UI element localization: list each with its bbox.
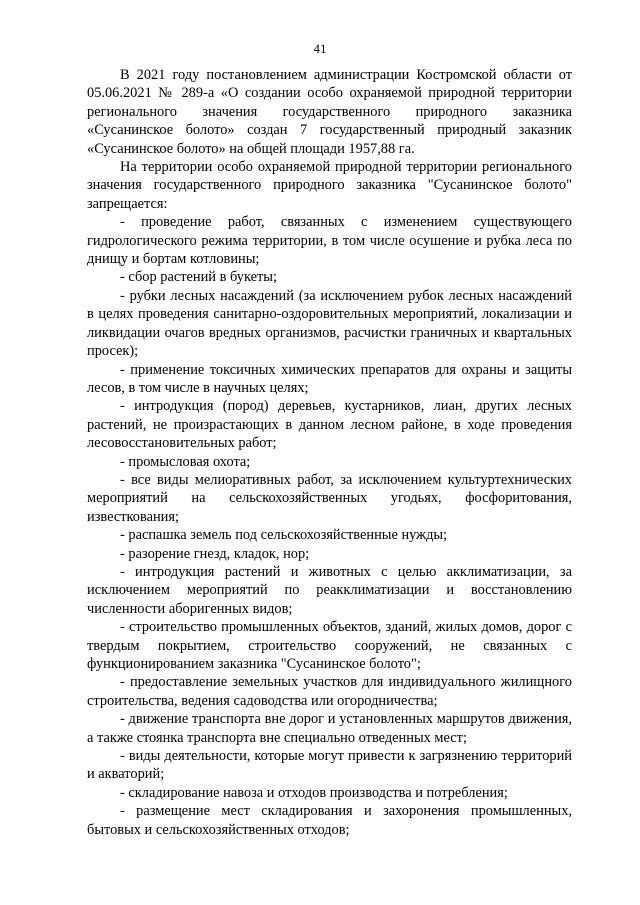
list-item: - интродукция растений и животных с целью акклиматизации, за исключением мероприятий по реакклиматизации и восстановлению численности аборигенных видов; xyxy=(87,563,572,617)
list-item: - виды деятельности, которые могут привести к загрязнению территорий и акваторий; xyxy=(87,748,572,783)
list-item: - все виды мелиоративных работ, за исключением культуртехнических мероприятий на сельскохозяйственных угодьях, фосфоритования, известкования; xyxy=(87,471,572,525)
list-item: - размещение мест складирования и захоронения промышленных, бытовых и сельскохозяйственных отходов; xyxy=(87,803,572,838)
document-body xyxy=(87,66,572,839)
list-item: - рубки лесных насаждений (за исключением рубок лесных насаждений в целях проведения санитарно-оздоровительных мероприятий, локализации и ликвидации очагов вредных организмов, расчистки граничных и квартальных просек); xyxy=(87,287,572,360)
list-item: - интродукция (пород) деревьев, кустарников, лиан, других лесных растений, не произрастающих в данном лесном районе, в ходе проведения лесовосстановительных работ; xyxy=(87,398,572,452)
list-item: - сбор растений в букеты; xyxy=(120,269,277,286)
paragraph-intro: В 2021 году постановлением администрации Костромской области от 05.06.2021 № 289-а «О создании особо охраняемой природной территории регионального значения государственного природного заказника «Сусанинское болото» создан 7 государственный природный заказник «Сусанинское болото» на общей площади 1957,88 га. xyxy=(87,67,572,157)
list-item: - складирование навоза и отходов производства и потребления; xyxy=(120,784,508,801)
list-item: - разорение гнезд, кладок, нор; xyxy=(120,545,310,562)
list-item: - промысловая охота; xyxy=(120,453,251,470)
list-item: - применение токсичных химических препаратов для охраны и защиты лесов, в том числе в научных целях; xyxy=(87,361,572,396)
list-item: - строительство промышленных объектов, зданий, жилых домов, дорог с твердым покрытием, строительство сооружений, не связанных с функционированием заказника "Сусанинское болото"; xyxy=(87,619,572,672)
list-item: - движение транспорта вне дорог и установленных маршрутов движения, а также стоянка транспорта вне специально отведенных мест; xyxy=(87,711,572,746)
page-number: 41 xyxy=(313,41,327,56)
list-item: - проведение работ, связанных с изменением существующего гидрологического режима территории, в том числе осушение и рубка леса по днищу и бортам котловины; xyxy=(87,214,572,268)
list-item: - распашка земель под сельскохозяйственные нужды; xyxy=(120,527,448,544)
list-item: - предоставление земельных участков для индивидуального жилищного строительства, ведения садоводства или огородничества; xyxy=(87,674,572,709)
paragraph-prohibitions-heading: На территории особо охраняемой природной территории регионального значения государственного природного заказника "Сусанинское болото" запрещается: xyxy=(87,159,572,212)
